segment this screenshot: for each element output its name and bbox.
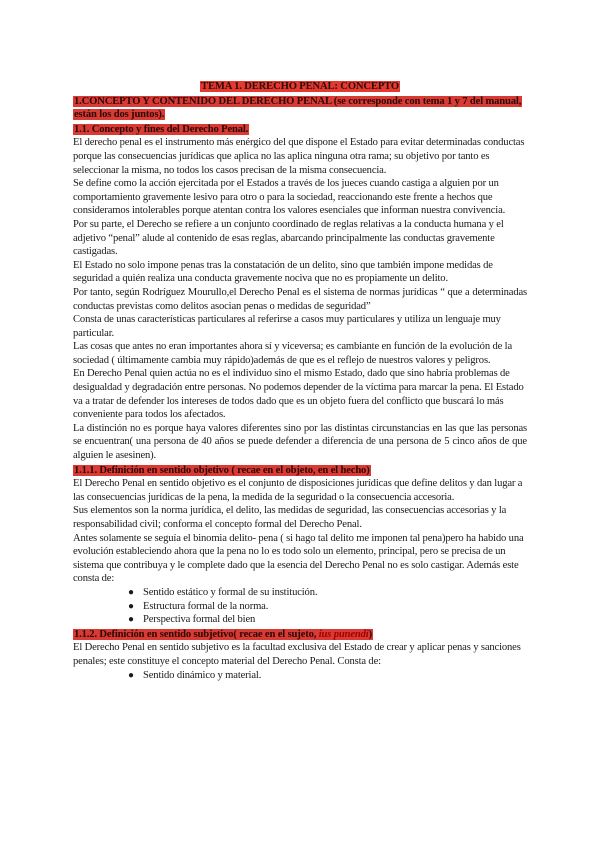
paragraph: El Derecho Penal en sentido objetivo es el conjunto de disposiciones jurídicas que define delitos y dan lugar a las consecuencias jurídicas de la pena, la medida de la seguridad o la consecuencia accesoria. — [73, 478, 523, 503]
section-1-1-1-heading-text: 1.1.1. Definición en sentido objetivo ( recae en el objeto, en el hecho) — [74, 464, 370, 476]
section-1-1-heading-text: 1.1. Concepto y fines del Derecho Penal. — [74, 123, 249, 135]
list-item — [128, 600, 527, 614]
bullet-list — [73, 586, 527, 627]
list-item-text: Sentido estático y formal de su institución. — [143, 586, 318, 598]
heading-italic: ius punendi — [318, 628, 369, 640]
paragraph: Por su parte, el Derecho se refiere a un conjunto coordinado de reglas relativas a la conducta humana y el adjetivo “penal” alude al contenido de esas reglas, abarcando principalmente las conductas gravemente castigadas. — [73, 218, 504, 258]
heading-prefix: 1.1.2. Definición en sentido subjetivo( recae en el sujeto, — [74, 628, 319, 640]
paragraph: Se define como la acción ejercitada por el Estados a través de los jueces cuando castiga a alguien por un comportamiento gravemente lesivo para otro o para la sociedad, reaccionando este frente a hechos que consideramos intolerables porque atentan contra los valores esenciales que informan nuestra convivencia. — [73, 178, 506, 217]
paragraph: Sus elementos son la norma jurídica, el delito, las medidas de seguridad, las consecuencias accesorias y la responsabilidad civil; conforma el concepto formal del Derecho Penal. — [73, 505, 507, 530]
list-item-text: Sentido dinámico y material. — [143, 669, 262, 681]
page-title-text: TEMA 1. DERECHO PENAL: CONCEPTO — [201, 81, 399, 92]
heading-suffix: ) — [368, 628, 372, 640]
paragraph: El Derecho Penal en sentido subjetivo es la facultad exclusiva del Estado de crear y aplicar penas y sanciones penales; este constituye el concepto material del Derecho Penal. Consta de: — [73, 642, 521, 667]
section-1-1-2-heading-text — [73, 629, 373, 640]
list-item — [128, 586, 527, 600]
paragraph: La distinción no es porque haya valores diferentes sino por las distintas circunstancias en las que las personas se encuentran( una persona de 40 años se puede defender a diferencia de una persona de 5 cinco años de que alguien le asesinen). — [73, 422, 527, 462]
bullet-icon: ● — [128, 614, 134, 626]
paragraph: En Derecho Penal quien actúa no es el individuo sino el mismo Estado, dado que sino habría problemas de desigualdad y degradación entre personas. No podemos depender de la víctima para marcar la pena. El Estado va a tratar de defender los intereses de todos dado que es un objeto fuera del conflicto que buscará lo más conveniente para todos los afectados. — [73, 368, 524, 421]
paragraph: Consta de unas características particulares al referirse a casos muy particulares y utiliza un lenguaje muy particular. — [73, 314, 501, 339]
section-1-heading — [73, 95, 527, 122]
paragraph: Por tanto, según Rodríguez Mourullo,el Derecho Penal es el sistema de normas jurídicas “ que a determinadas conductas previstas como delitos asocian penas o medidas de seguridad” — [73, 286, 527, 312]
list-item — [128, 613, 527, 627]
list-item — [128, 669, 527, 683]
section-1-1-heading — [73, 123, 527, 137]
section-1-heading-text: 1.CONCEPTO Y CONTENIDO DEL DERECHO PENAL (se corresponde con tema 1 y 7 del manual, están los dos juntos). — [74, 95, 522, 121]
paragraph: El Estado no solo impone penas tras la constatación de un delito, sino que también impone medidas de seguridad a quién realiza una conducta gravemente nociva que no es propiamente un delito. — [73, 259, 493, 285]
page-title — [73, 80, 527, 94]
bullet-icon: ● — [128, 600, 134, 612]
paragraph: El derecho penal es el instrumento más enérgico del que dispone el Estado para evitar determinadas conductas porque las consecuencias jurídicas que aplica no las aplica ninguna otra rama; su objetivo por tanto es seleccionar la misma, no todos los casos precisan de la misma consecuencia. — [73, 137, 525, 176]
bullet-icon: ● — [128, 586, 134, 598]
paragraph: Antes solamente se seguía el binomia delito- pena ( si hago tal delito me imponen tal pena)pero ha habido una evolución estableciendo ahora que la pena no lo es todo solo un elemento, principal, pero se precisa de un sistema que contribuya y le complete dado que la esencia del Derecho Penal no es solo castigar. Además este consta de: — [73, 532, 524, 585]
bullet-list — [73, 669, 527, 683]
section-1-1-1-heading — [73, 464, 527, 478]
paragraph: Las cosas que antes no eran importantes ahora sí y viceversa; es cambiante en función de la evolución de la sociedad ( últimamente cambia muy rápido)además de que es el reflejo de nuestros valores y peligros. — [73, 341, 513, 366]
document-body — [73, 80, 527, 682]
list-item-text: Perspectiva formal del bien — [143, 614, 256, 626]
list-item-text: Estructura formal de la norma. — [143, 600, 269, 612]
bullet-icon: ● — [128, 669, 134, 681]
section-1-1-2-heading — [73, 628, 527, 642]
